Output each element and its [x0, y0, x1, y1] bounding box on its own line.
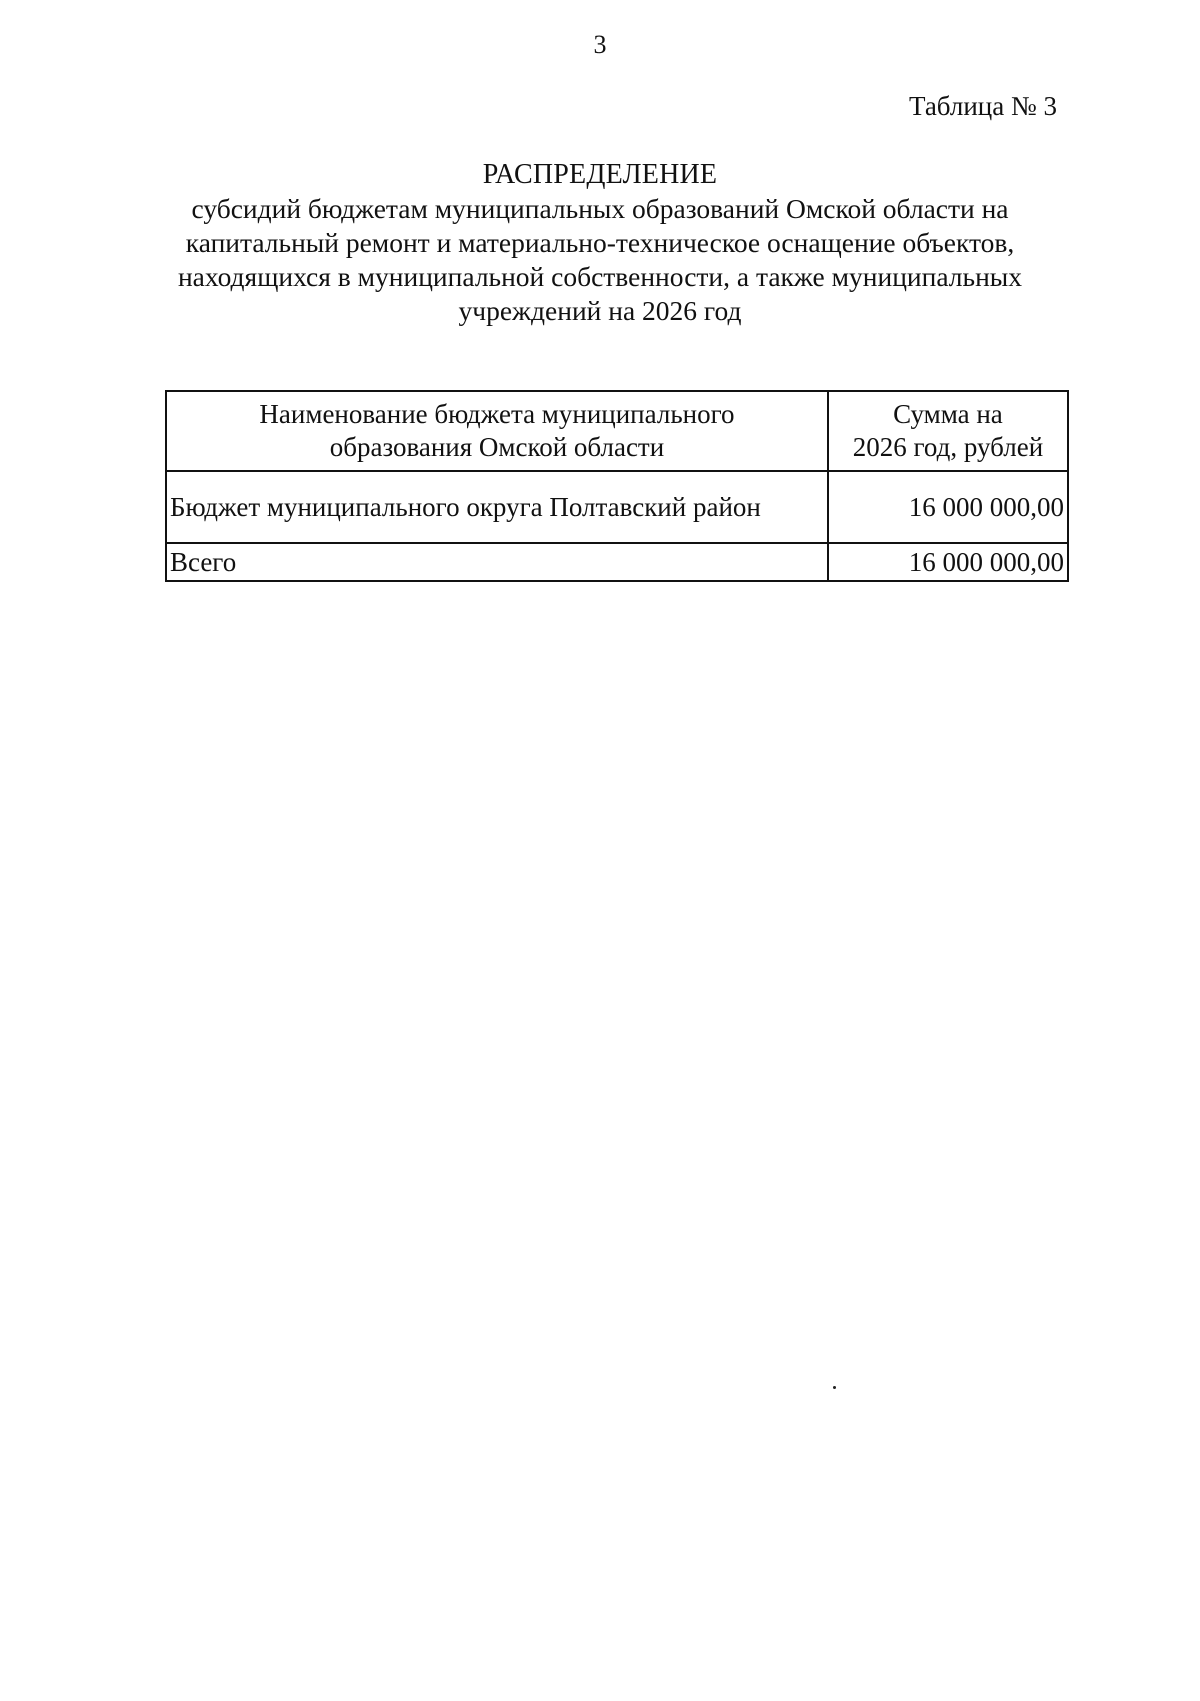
header-budget-name-line: Наименование бюджета муниципального — [259, 399, 735, 429]
document-title: РАСПРЕДЕЛЕНИЕ — [482, 159, 718, 190]
header-sum-line: Сумма на — [893, 399, 1003, 429]
header-budget-name-line: образования Омской области — [329, 432, 665, 462]
subtitle-line: капитальный ремонт и материально-техническое оснащение объектов, — [185, 227, 1015, 258]
table-label: Таблица № 3 — [909, 91, 1057, 121]
table-row — [166, 471, 1068, 543]
subtitle-line: находящихся в муниципальной собственности, а также муниципальных — [177, 261, 1023, 292]
title-block — [0, 158, 1200, 328]
header-budget-name — [166, 391, 828, 471]
distribution-table — [165, 390, 1069, 582]
page-number: 3 — [593, 30, 607, 59]
scan-speck — [833, 1386, 836, 1389]
table-header-row — [166, 391, 1068, 471]
header-sum — [828, 391, 1068, 471]
subtitle-line: субсидий бюджетам муниципальных образований Омской области на — [191, 193, 1009, 224]
total-label: Всего — [166, 543, 828, 581]
document-subtitle — [150, 192, 1050, 328]
subtitle-line: учреждений на 2026 год — [458, 295, 742, 326]
row-budget-name: Бюджет муниципального округа Полтавский район — [166, 471, 828, 543]
table-total-row — [166, 543, 1068, 581]
row-sum: 16 000 000,00 — [828, 471, 1068, 543]
header-sum-line: 2026 год, рублей — [852, 432, 1044, 462]
total-sum: 16 000 000,00 — [828, 543, 1068, 581]
